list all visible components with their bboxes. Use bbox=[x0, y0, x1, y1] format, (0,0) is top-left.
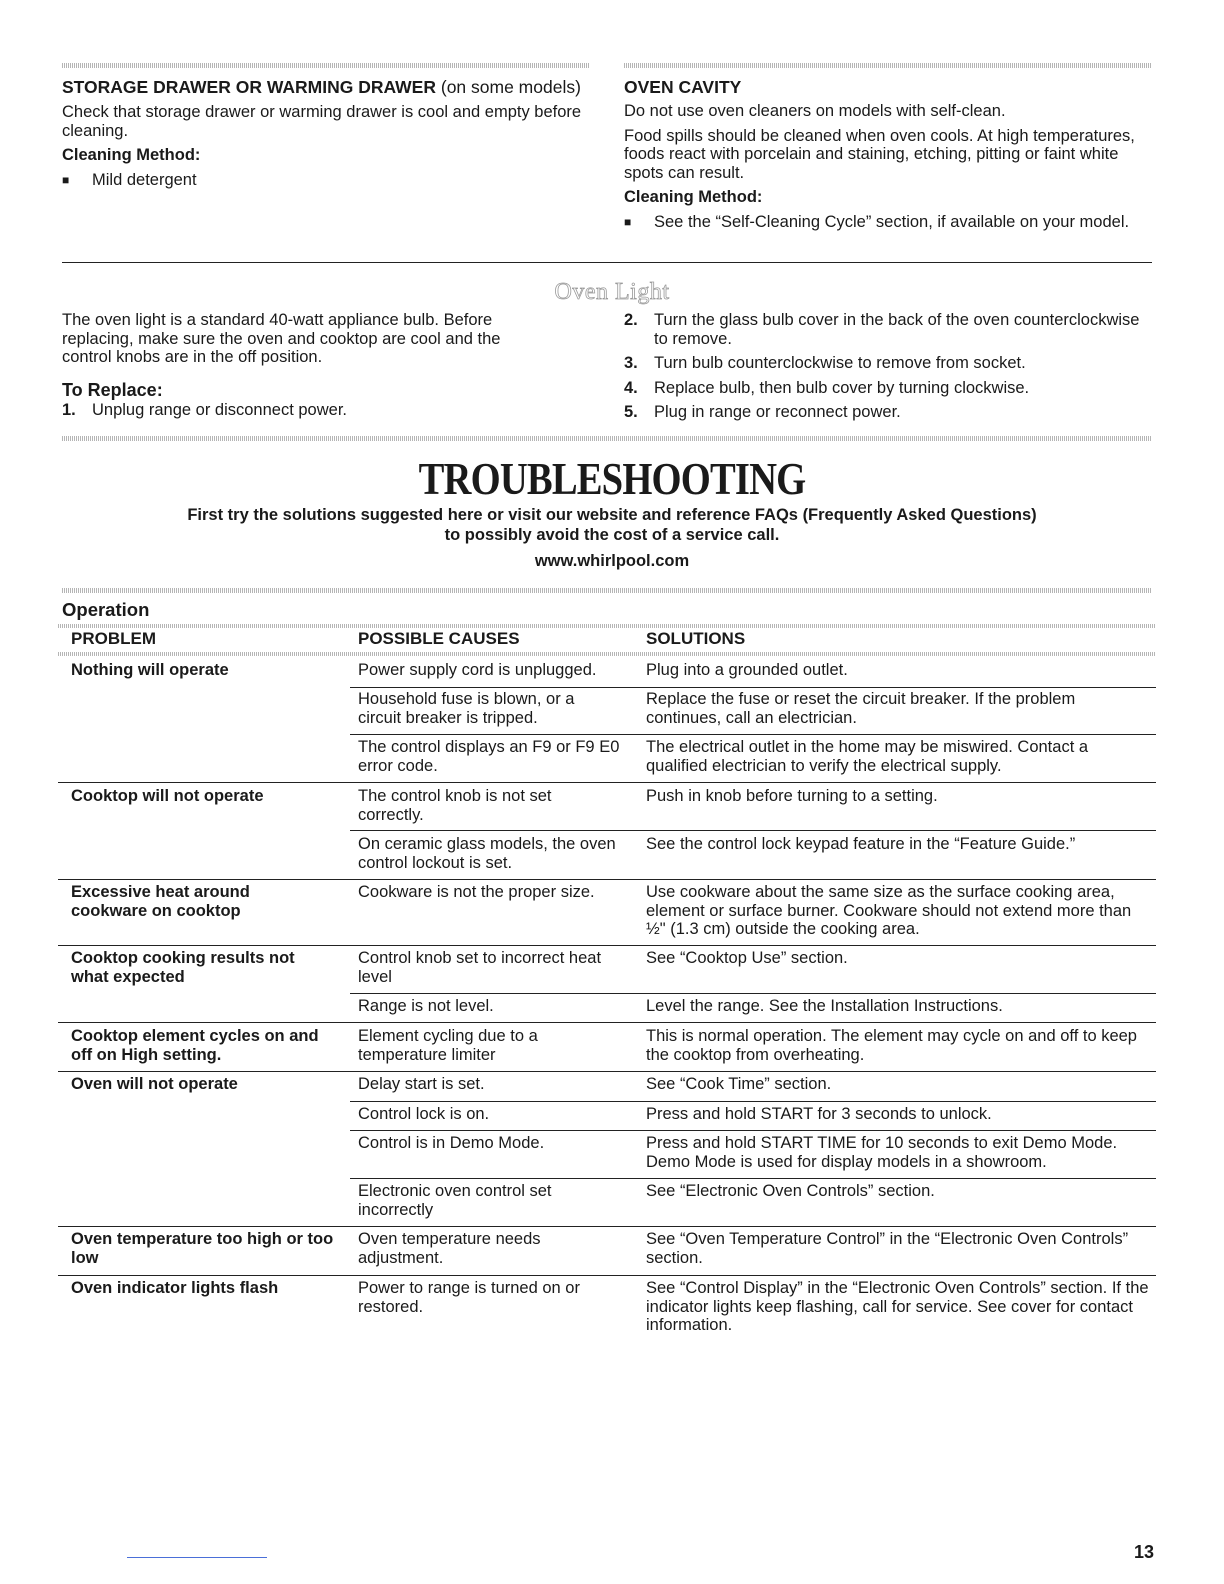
storage-drawer-text: Check that storage drawer or warming drawer is cool and empty before cleaning. bbox=[62, 103, 582, 140]
list-item: 3. Turn bulb counterclockwise to remove from socket. bbox=[624, 354, 1026, 372]
row-divider bbox=[58, 1275, 1156, 1276]
header-problem: PROBLEM bbox=[71, 629, 156, 648]
row-divider bbox=[350, 1130, 1156, 1131]
bullet-square-icon: ■ bbox=[62, 172, 70, 187]
to-replace-heading: To Replace: bbox=[62, 379, 163, 400]
troubleshooting-hatch bbox=[62, 588, 1152, 593]
oven-light-right-column bbox=[624, 311, 1144, 428]
row-divider bbox=[58, 782, 1156, 783]
bullet-square-icon: ■ bbox=[624, 214, 632, 229]
oven-cavity-cleaning-method-label: Cleaning Method: bbox=[624, 188, 763, 206]
top-left-hatch-bar bbox=[62, 63, 590, 68]
decorative-blue-line bbox=[127, 1557, 267, 1558]
row-divider bbox=[58, 945, 1156, 946]
section-divider bbox=[62, 262, 1152, 263]
row-divider bbox=[350, 1178, 1156, 1179]
storage-cleaning-method-label: Cleaning Method: bbox=[62, 146, 201, 164]
row-divider bbox=[350, 993, 1156, 994]
list-item: 5. Plug in range or reconnect power. bbox=[624, 403, 901, 421]
oven-cavity-section bbox=[624, 77, 1144, 237]
row-divider bbox=[350, 830, 1156, 831]
list-item: ■ Mild detergent bbox=[62, 170, 197, 189]
oven-light-bottom-hatch bbox=[62, 436, 1152, 441]
oven-light-left-column bbox=[62, 311, 552, 426]
oven-cavity-text-1: Do not use oven cleaners on models with self-clean. bbox=[624, 102, 1006, 120]
oven-light-title: Oven Light bbox=[554, 279, 670, 305]
row-divider bbox=[350, 734, 1156, 735]
storage-drawer-section bbox=[62, 77, 582, 195]
list-item: ■ See the “Self-Cleaning Cycle” section, if available on your model. bbox=[624, 212, 1130, 231]
row-divider bbox=[350, 687, 1156, 688]
header-solutions: SOLUTIONS bbox=[646, 629, 746, 648]
row-divider bbox=[58, 1022, 1156, 1023]
operation-section-title: Operation bbox=[62, 599, 150, 620]
table-top-hatch bbox=[58, 624, 1156, 628]
oven-cavity-text-2: Food spills should be cleaned when oven cools. At high temperatures, foods react with porcelain and staining, etching, pitting or faint white spots can result. bbox=[624, 126, 1135, 182]
oven-cavity-heading: OVEN CAVITY bbox=[624, 77, 742, 97]
top-right-hatch-bar bbox=[624, 63, 1152, 68]
oven-light-intro: The oven light is a standard 40-watt appliance bulb. Before replacing, make sure the oven and cooktop are cool and the control knobs are in the off position. bbox=[62, 311, 501, 366]
row-divider bbox=[58, 1071, 1156, 1072]
list-item: 4. Replace bulb, then bulb cover by turning clockwise. bbox=[624, 378, 1030, 397]
header-possible-causes: POSSIBLE CAUSES bbox=[358, 629, 520, 648]
page-title: TROUBLESHOOTING bbox=[418, 453, 806, 504]
row-divider bbox=[58, 1226, 1156, 1227]
troubleshooting-intro-line-2: to possibly avoid the cost of a service call. bbox=[444, 526, 780, 544]
row-divider bbox=[350, 1101, 1156, 1102]
page-number: 13 bbox=[1133, 1542, 1154, 1562]
list-item: 1. Unplug range or disconnect power. bbox=[62, 401, 347, 419]
list-item: 2. Turn the glass bulb cover in the back of the oven counterclockwise to remove. bbox=[624, 311, 1140, 348]
troubleshooting-intro-line-1: First try the solutions suggested here or visit our website and reference FAQs (Frequently Asked Questions) bbox=[187, 506, 1037, 524]
website-link[interactable]: www.whirlpool.com bbox=[534, 552, 690, 570]
storage-drawer-heading: STORAGE DRAWER OR WARMING DRAWER (on some models) bbox=[62, 77, 581, 97]
table-header-hatch bbox=[58, 652, 1156, 656]
row-divider bbox=[58, 879, 1156, 880]
